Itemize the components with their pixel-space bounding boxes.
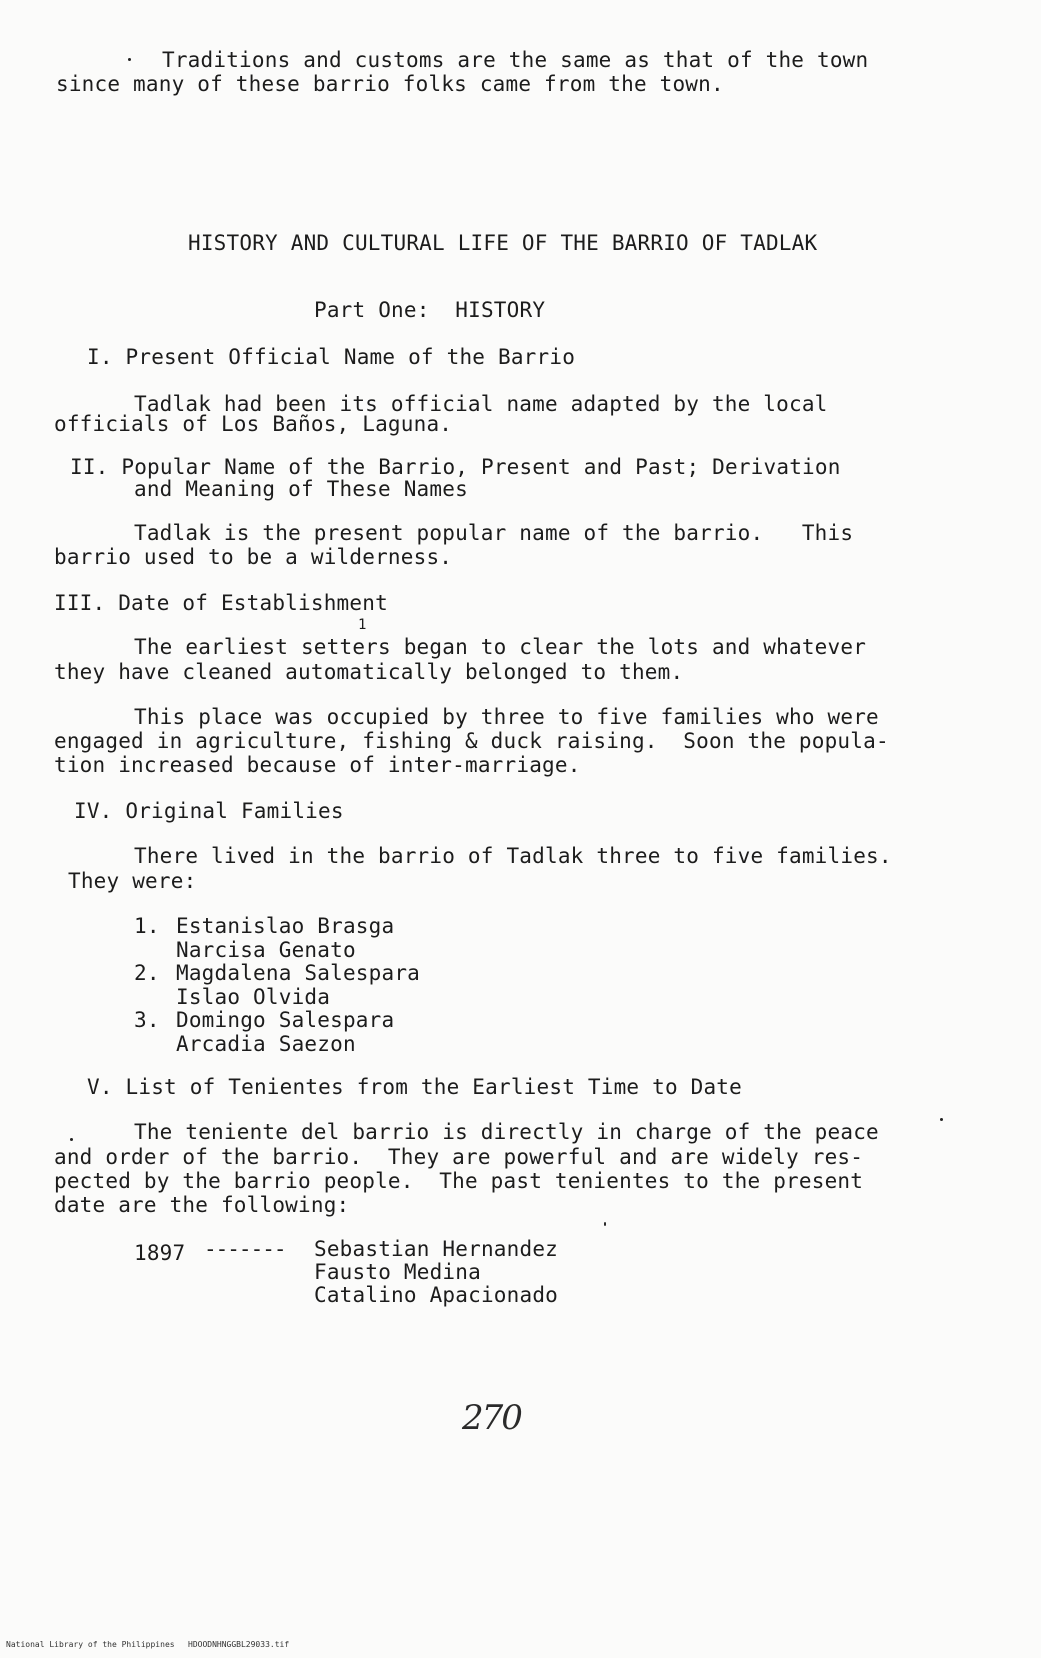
section-5-heading: V. List of Tenientes from the Earliest Time to Date (87, 1075, 742, 1099)
family-member: Islao Olvida (176, 985, 331, 1009)
section-3-text-line-4: engaged in agriculture, fishing & duck raising. Soon the popula- (54, 729, 889, 753)
section-2-heading-line-2: and Meaning of These Names (134, 477, 468, 501)
family-member: Magdalena Salespara (176, 961, 421, 985)
section-5-text-line-2: and order of the barrio. They are powerful and are widely res- (54, 1145, 864, 1169)
family-number: 3. (134, 1008, 160, 1032)
intro-line-2: since many of these barrio folks came from the town. (56, 72, 724, 96)
family-member: Arcadia Saezon (176, 1032, 356, 1056)
section-5-text-line-4: date are the following: (54, 1193, 350, 1217)
section-3-text-line-3: This place was occupied by three to five families who were (134, 705, 879, 729)
scan-speck (940, 1118, 943, 1121)
document-title: HISTORY AND CULTURAL LIFE OF THE BARRIO OF TADLAK (188, 231, 818, 255)
section-4-heading: IV. Original Families (74, 799, 344, 823)
section-3-heading: III. Date of Establishment (54, 591, 388, 615)
section-2-text-line-1: Tadlak is the present popular name of the barrio. This (134, 521, 854, 545)
family-member: Domingo Salespara (176, 1008, 395, 1032)
section-2-heading-line-1: II. Popular Name of the Barrio, Present and Past; Derivation (70, 455, 841, 479)
section-4-text-line-1: There lived in the barrio of Tadlak three to five families. (134, 844, 892, 868)
footer-library: National Library of the Philippines (6, 1640, 175, 1649)
teniente-name: Sebastian Hernandez (314, 1237, 559, 1261)
handwritten-page-number: 270 (462, 1398, 521, 1438)
teniente-name: Catalino Apacionado (314, 1283, 559, 1307)
teniente-name: Fausto Medina (314, 1260, 481, 1284)
section-5-text-line-1: The teniente del barrio is directly in charge of the peace (134, 1120, 879, 1144)
handwritten-mark: 1 (358, 617, 367, 633)
family-number: 1. (134, 914, 160, 938)
section-1-text-line-1: Tadlak had been its official name adapted by the local (134, 392, 828, 416)
family-member: Narcisa Genato (176, 938, 356, 962)
section-2-text-line-2: barrio used to be a wilderness. (54, 545, 453, 569)
intro-line-1: Traditions and customs are the same as that of the town (162, 48, 869, 72)
teniente-dashes: ------- (204, 1237, 286, 1261)
scan-speck (128, 58, 131, 61)
family-number: 2. (134, 961, 160, 985)
section-4-text-line-2: They were: (68, 869, 197, 893)
section-3-text-line-1: The earliest setters began to clear the lots and whatever (134, 635, 867, 659)
section-3-text-line-5: tion increased because of inter-marriage. (54, 753, 581, 777)
section-1-text-line-2: officials of Los Baños, Laguna. (54, 412, 453, 436)
scan-speck (604, 1222, 606, 1226)
part-heading: Part One: HISTORY (314, 298, 546, 322)
section-1-heading: I. Present Official Name of the Barrio (87, 345, 576, 369)
footer-file: HDOODNHNGGBL29033.tif (188, 1640, 290, 1649)
section-5-text-line-3: pected by the barrio people. The past tenientes to the present (54, 1169, 864, 1193)
section-3-text-line-2: they have cleaned automatically belonged to them. (54, 660, 684, 684)
family-member: Estanislao Brasga (176, 914, 395, 938)
scan-speck (70, 1138, 73, 1141)
teniente-year: 1897 (134, 1241, 186, 1265)
